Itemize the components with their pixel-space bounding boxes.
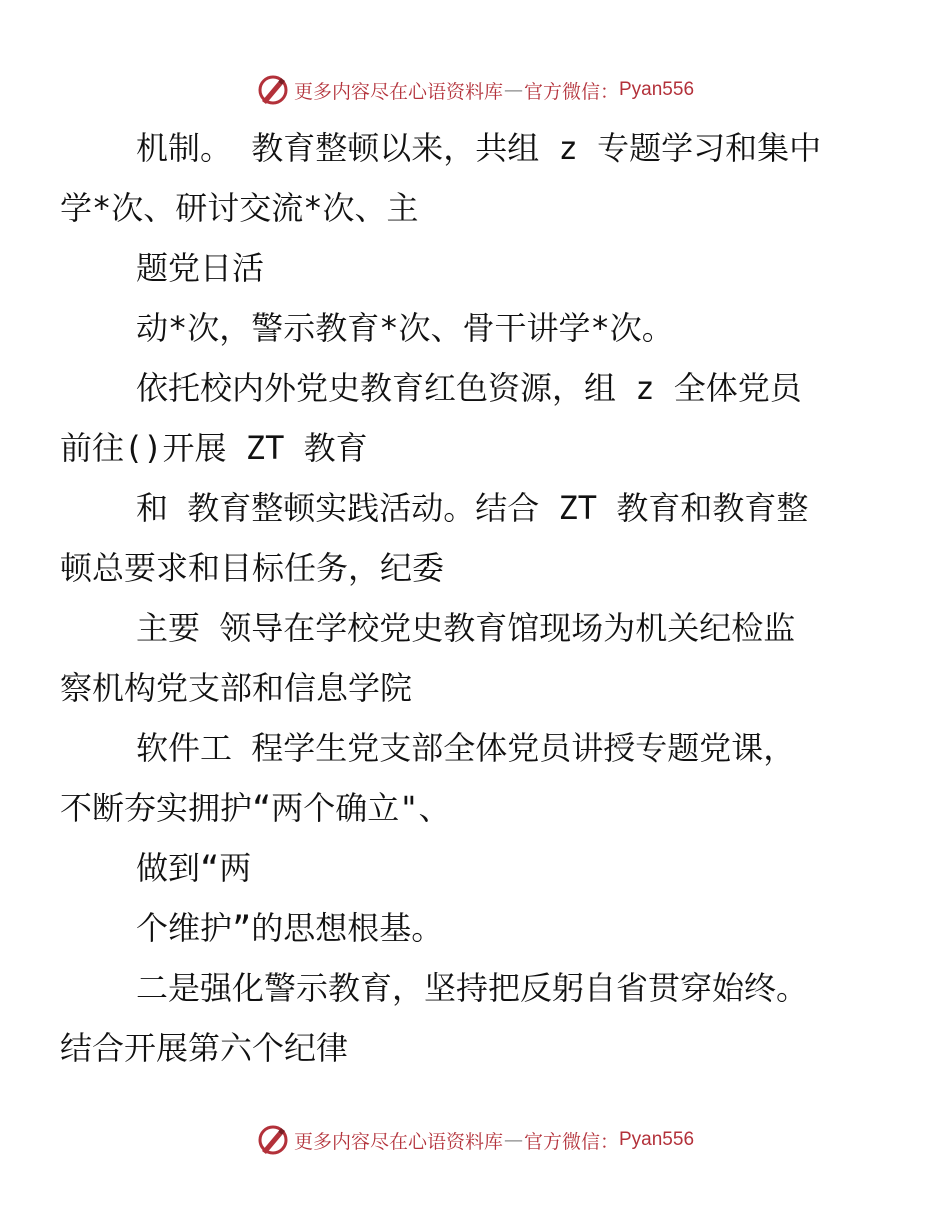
pen-logo-icon bbox=[256, 73, 290, 107]
paragraph bbox=[60, 358, 858, 478]
header-wechat-label: 官方微信： bbox=[523, 80, 619, 103]
text-line: 机制。 教育整顿以来，共组 z 专题学习和集中 bbox=[136, 129, 822, 167]
text-line: 不断夯实拥护“两个确立"、 bbox=[60, 789, 451, 827]
text-line: 学*次、研讨交流*次、主 bbox=[60, 189, 419, 227]
text-line: 软件工 程学生党支部全体党员讲授专题党课， bbox=[136, 729, 796, 767]
text-line: 动*次，警示教育*次、骨干讲学*次。 bbox=[136, 309, 674, 347]
footer-wechat-label: 官方微信： bbox=[523, 1130, 619, 1153]
text-line: 和 教育整顿实践活动。结合 ZT 教育和教育整 bbox=[136, 489, 809, 527]
paragraph bbox=[60, 478, 858, 598]
footer-wechat-id: Pyan556 bbox=[619, 1129, 695, 1150]
footer-banner-separator: — bbox=[503, 1129, 523, 1151]
text-line: 察机构党支部和信息学院 bbox=[60, 669, 413, 707]
text-line: 题党日活 bbox=[136, 249, 265, 287]
text-line: 前往()开展 ZT 教育 bbox=[60, 429, 368, 467]
paragraph bbox=[98, 838, 858, 898]
header-wechat-id: Pyan556 bbox=[619, 79, 695, 100]
text-line: 做到“两 bbox=[136, 849, 252, 887]
text-line: 依托校内外党史教育红色资源，组 z 全体党员 bbox=[136, 369, 802, 407]
paragraph bbox=[98, 238, 858, 298]
footer-banner-text: 更多内容尽在心语资料库 bbox=[293, 1130, 503, 1153]
header-watermark-banner bbox=[0, 70, 950, 110]
paragraph bbox=[98, 298, 858, 358]
paragraph bbox=[98, 898, 858, 958]
text-line: 主要 领导在学校党史教育馆现场为机关纪检监 bbox=[136, 609, 796, 647]
paragraph bbox=[60, 718, 858, 838]
header-banner-text: 更多内容尽在心语资料库 bbox=[293, 80, 503, 103]
text-line: 个维护”的思想根基。 bbox=[136, 909, 444, 947]
paragraph bbox=[60, 118, 858, 238]
pen-logo-icon bbox=[256, 1123, 290, 1157]
paragraph bbox=[60, 958, 858, 1078]
text-line: 结合开展第六个纪律 bbox=[60, 1029, 349, 1067]
document-body bbox=[60, 118, 858, 1078]
text-line: 顿总要求和目标任务，纪委 bbox=[60, 549, 445, 587]
text-line: 二是强化警示教育，坚持把反躬自省贯穿始终。 bbox=[136, 969, 809, 1007]
header-banner-separator: — bbox=[503, 79, 523, 101]
footer-watermark-banner bbox=[0, 1120, 950, 1160]
paragraph bbox=[60, 598, 858, 718]
